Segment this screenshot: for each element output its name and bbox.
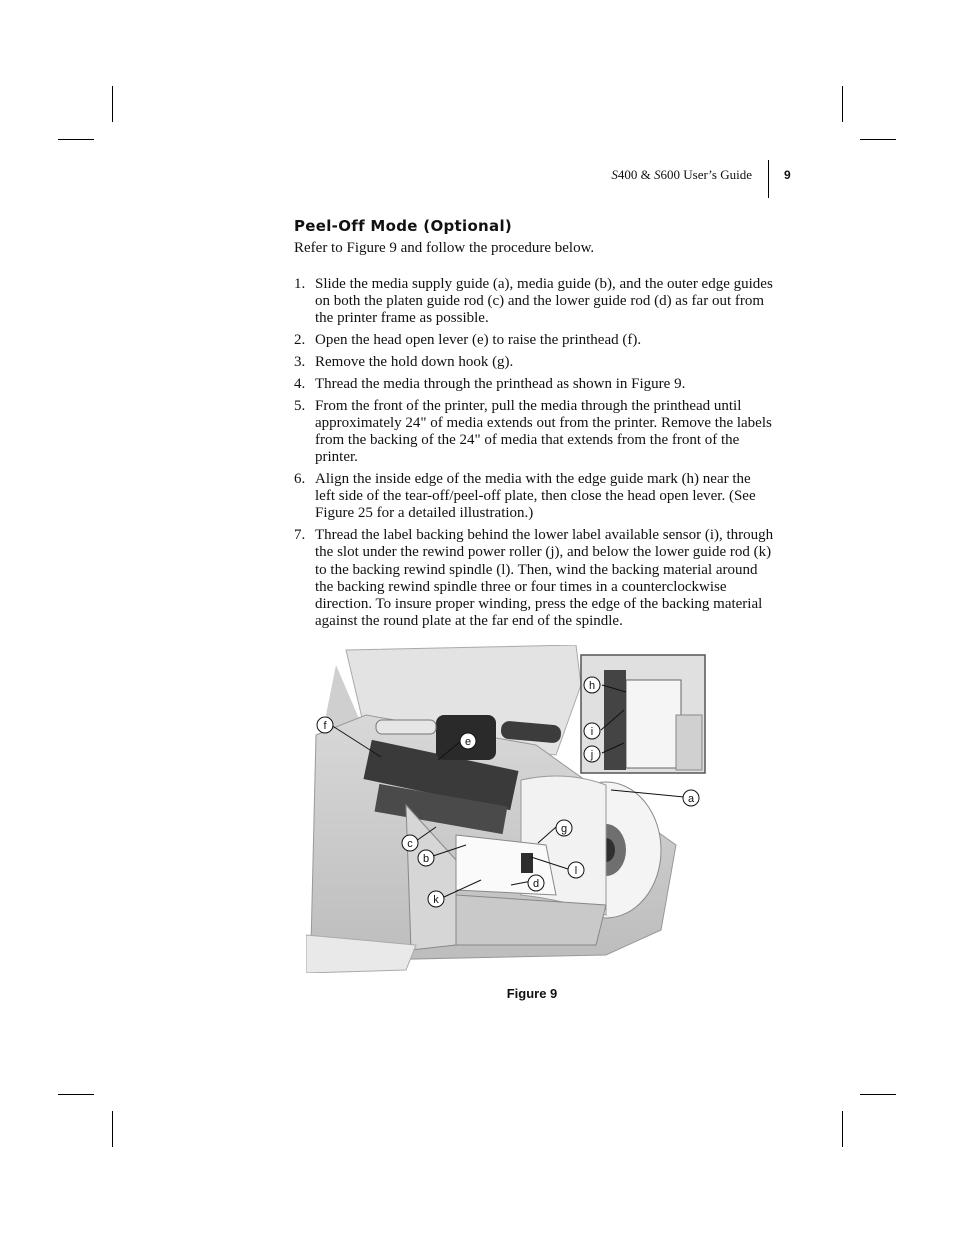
intro-text: Refer to Figure 9 and follow the procedure below. [294, 240, 595, 256]
step-text: From the front of the printer, pull the media through the printhead until approximately 24" of media extends out from the printer. Remove the labels from the backing of the 24" of media that extends from the front of the printer. [315, 397, 772, 466]
step-number: 1. [294, 276, 306, 292]
callout-h: h [588, 680, 596, 692]
step-number: 4. [294, 375, 306, 392]
step-text: Thread the media through the printhead as shown in Figure 9. [315, 375, 686, 392]
section-title: Peel-Off Mode (Optional) [294, 217, 513, 235]
steps-list [294, 276, 774, 635]
step-number: 2. [294, 332, 306, 349]
step-text: Slide the media supply guide (a), media guide (b), and the outer edge guides on both the platen guide rod (c) and the lower guide rod (d) as far out from the printer frame as possible. [315, 276, 773, 327]
running-head [560, 167, 752, 183]
crop-mark [112, 1111, 113, 1147]
callout-d: d [532, 878, 540, 890]
figure-caption: Figure 9 [506, 986, 558, 1001]
callout-l: l [574, 865, 578, 877]
step-number: 3. [294, 354, 306, 370]
crop-mark [842, 86, 843, 122]
step-item [294, 471, 774, 523]
header-rule [768, 160, 769, 198]
step-number: 5. [294, 397, 306, 414]
model-letter: S [611, 167, 618, 182]
crop-mark [860, 139, 896, 140]
step-text: Open the head open lever (e) to raise the printhead (f). [315, 332, 642, 349]
crop-mark [842, 1111, 843, 1147]
step-text: Align the inside edge of the media with the edge guide mark (h) near the left side of the tear-off/peel-off plate, then close the head open lever. (See Figure 25 for a detailed illustration.) [315, 471, 756, 522]
printer-figure [306, 645, 706, 973]
crop-mark [112, 86, 113, 122]
step-item [294, 398, 774, 467]
callout-b: b [422, 853, 430, 865]
step-item [294, 527, 774, 630]
model-text: 400 & [617, 167, 655, 182]
crop-mark [58, 139, 94, 140]
callout-a: a [687, 793, 695, 805]
callout-c: c [407, 838, 413, 850]
callout-k: k [433, 894, 439, 906]
callout-i: i [590, 726, 594, 738]
step-text: Remove the hold down hook (g). [315, 354, 514, 370]
crop-mark [58, 1094, 94, 1095]
guide-title: 600 User’s Guide [660, 167, 752, 182]
step-item [294, 332, 774, 349]
step-item [294, 354, 774, 371]
page-number: 9 [784, 168, 791, 182]
step-number: 6. [294, 471, 306, 487]
model-letter: S [654, 167, 661, 182]
callout-e: e [464, 736, 472, 748]
callout-j: j [590, 749, 594, 761]
step-text: Thread the label backing behind the lower label available sensor (i), through the slot under the rewind power roller (j), and below the lower guide rod (k) to the backing rewind spindle (l). Then, wind the backing material around the backing rewind spindle three or four times in a counterclockwise direction. To insure proper winding, press the edge of the backing material against the round plate at the far end of the spindle. [315, 527, 774, 630]
step-number: 7. [294, 527, 306, 544]
step-item [294, 376, 774, 393]
callout-f: f [323, 720, 327, 732]
crop-mark [860, 1094, 896, 1095]
callout-g: g [560, 823, 568, 835]
step-item [294, 276, 774, 328]
